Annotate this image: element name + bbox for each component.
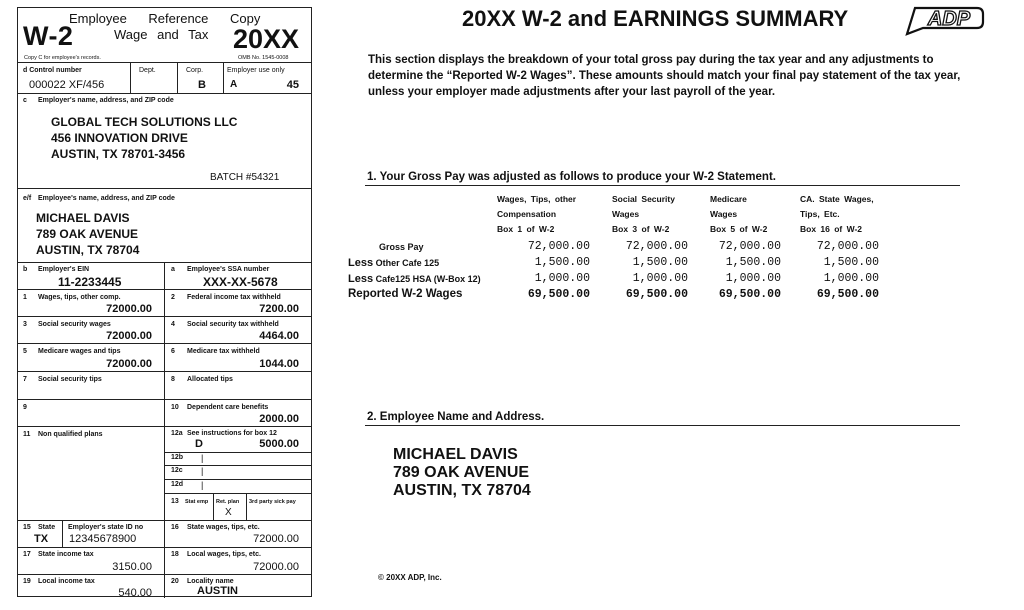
box-20 (164, 575, 311, 598)
box-1-number: 1 (23, 294, 27, 301)
col4-line2: Tips, Etc. (800, 209, 840, 219)
logo-text: ADP (927, 8, 971, 30)
reported-wages-box3: 69,500.00 (625, 288, 688, 301)
employer-use-value: 45 (286, 79, 299, 91)
copy-note: Copy C for employee's records. (24, 55, 101, 61)
section-2-employee-name: MICHAEL DAVIS (393, 446, 518, 463)
other-cafe-box3: 1,500.00 (632, 256, 688, 269)
box-17-number: 17 (23, 551, 31, 558)
box-1 (18, 290, 164, 316)
reported-wages-box1: 69,500.00 (527, 288, 590, 301)
row-gross-pay-label: Gross Pay (379, 242, 424, 252)
employer-box (18, 94, 311, 189)
box-7-number: 7 (23, 376, 27, 383)
box-13-divider-2 (246, 493, 247, 520)
box-12a-code: D (195, 438, 203, 450)
box-8 (164, 372, 311, 399)
ein-label-letter: b (23, 266, 28, 273)
col4-line3: Box 16 of W-2 (800, 224, 863, 234)
box-12c-number: 12c (171, 467, 183, 474)
box-row-19-20 (18, 575, 311, 598)
box-20-label: Locality name (187, 578, 234, 585)
box-17-value: 3150.00 (112, 561, 152, 573)
col3-line2: Wages (710, 209, 738, 219)
box-block-11-13 (18, 427, 311, 521)
box-5-number: 5 (23, 348, 27, 355)
box-5-label: Medicare wages and tips (38, 348, 121, 355)
employer-use-mark: A (230, 79, 238, 90)
box-12a-label: See instructions for box 12 (187, 430, 277, 437)
box-17-label: State income tax (38, 551, 94, 558)
col1-line2: Compensation (497, 209, 557, 219)
box-4-value: 4464.00 (259, 330, 299, 342)
employee-label: Employee's name, address, and ZIP code (38, 195, 175, 202)
employer-city: AUSTIN, TX 78701-3456 (51, 147, 186, 161)
employer-label-letter: c (23, 97, 27, 104)
other-cafe-box5: 1,500.00 (725, 256, 781, 269)
employer-label: Employer's name, address, and ZIP code (38, 97, 174, 104)
row-hsa-prefix: Less (348, 273, 374, 285)
row-other-cafe-label (348, 257, 439, 269)
box-1-label: Wages, tips, other comp. (38, 294, 121, 301)
row-other-cafe-prefix: Less (348, 257, 374, 269)
box-20-number: 20 (171, 578, 179, 585)
box-2 (164, 290, 311, 316)
box-3 (18, 317, 164, 343)
gross-pay-box3: 72,000.00 (625, 240, 688, 253)
control-number-value: 000022 XF/456 (29, 79, 105, 91)
box-10-value: 2000.00 (259, 413, 299, 425)
w2-header (18, 8, 311, 63)
box-15-id: 12345678900 (69, 533, 137, 545)
box-2-number: 2 (171, 294, 175, 301)
box-8-number: 8 (171, 376, 175, 383)
reported-wages-box5: 69,500.00 (718, 288, 781, 301)
hsa-box5: 1,000.00 (725, 272, 781, 285)
box-18-value: 72000.00 (253, 561, 299, 573)
box-4-number: 4 (171, 321, 175, 328)
control-number-box (18, 63, 130, 93)
box-row-7-8 (18, 372, 311, 400)
ssn-value: XXX-XX-5678 (203, 275, 278, 289)
box-3-value: 72000.00 (106, 330, 152, 342)
employer-address (51, 114, 237, 162)
box-6-number: 6 (171, 348, 175, 355)
section-2-employee-address (393, 446, 531, 500)
box-18-number: 18 (171, 551, 179, 558)
ein-value: 11-2233445 (58, 275, 122, 289)
box-13-stat-emp: Stat emp (185, 499, 209, 505)
summary-title: 20XX W-2 and EARNINGS SUMMARY (462, 6, 849, 31)
box-12d-number: 12d (171, 481, 184, 488)
reported-wages-box16: 69,500.00 (816, 288, 879, 301)
box-5-value: 72000.00 (106, 358, 152, 370)
box-2-label: Federal income tax withheld (187, 294, 281, 301)
section-2-rule (365, 425, 960, 426)
box-9-number: 9 (23, 404, 27, 411)
box-11-label: Non qualified plans (38, 431, 103, 438)
gross-pay-box1: 72,000.00 (527, 240, 590, 253)
col4-line1: CA. State Wages, (800, 194, 874, 204)
box-12a-number: 12a (171, 430, 183, 437)
dept-box (130, 63, 177, 93)
hsa-box3: 1,000.00 (632, 272, 688, 285)
box-11 (18, 427, 164, 520)
gross-pay-box5: 72,000.00 (718, 240, 781, 253)
copy-title: Employee Reference Copy (69, 11, 261, 26)
gross-pay-box16: 72,000.00 (816, 240, 879, 253)
column-header-box16 (800, 192, 874, 237)
col3-line1: Medicare (710, 194, 747, 204)
box-3-label: Social security wages (38, 321, 111, 328)
col2-line1: Social Security (612, 194, 675, 204)
corp-box (177, 63, 223, 93)
form-code: W-2 (23, 21, 74, 51)
dept-label: Dept. (139, 67, 156, 74)
box-18-label: Local wages, tips, etc. (187, 551, 261, 558)
box-19-label: Local income tax (38, 578, 95, 585)
box-18 (164, 548, 311, 574)
box-10-number: 10 (171, 404, 179, 411)
box-12-13 (164, 427, 311, 520)
box-12b-code: | (201, 453, 204, 463)
box-15-divider (62, 521, 63, 547)
box-3-number: 3 (23, 321, 27, 328)
employer-use-box (223, 63, 311, 93)
section-2-employee-street: 789 OAK AVENUE (393, 464, 530, 481)
box-15 (18, 521, 164, 547)
box-12a-value: 5000.00 (259, 438, 299, 450)
box-12b (165, 452, 311, 466)
col2-line3: Box 3 of W-2 (612, 224, 670, 234)
other-cafe-box16: 1,500.00 (823, 256, 879, 269)
ssn-label: Employee's SSA number (187, 266, 270, 273)
ssn-box (164, 263, 311, 289)
intro-paragraph: This section displays the breakdown of your total gross pay during the tax year and any adjustments to determine the “Reported W-2 Wages”. These amounts should match your final pay statement of the tax year, unless your employer made adjustments after your last payroll of the year. (368, 54, 961, 98)
copyright: © 20XX ADP, Inc. (378, 573, 442, 582)
box-12d-code: | (201, 480, 204, 490)
section-2-title: 2. Employee Name and Address. (367, 411, 545, 423)
box-16-number: 16 (171, 524, 179, 531)
box-4 (164, 317, 311, 343)
corp-label: Corp. (186, 67, 204, 74)
other-cafe-box1: 1,500.00 (534, 256, 590, 269)
box-16-label: State wages, tips, etc. (187, 524, 260, 531)
adp-logo-icon (905, 2, 985, 41)
corp-value: B (198, 79, 206, 91)
w2-form (17, 7, 312, 597)
batch-number: BATCH #54321 (210, 172, 280, 183)
column-header-box5 (710, 192, 767, 237)
control-number-label: d Control number (23, 67, 82, 74)
employer-street: 456 INNOVATION DRIVE (51, 131, 188, 145)
employee-street: 789 OAK AVENUE (36, 227, 139, 241)
row-hsa-text: Cafe125 HSA (W-Box 12) (375, 274, 481, 284)
col3-line3: Box 5 of W-2 (710, 224, 768, 234)
ein-ssn-row (18, 263, 311, 290)
box-11-number: 11 (23, 431, 31, 438)
section-2-employee-city: AUSTIN, TX 78704 (393, 482, 531, 499)
box-6-label: Medicare tax withheld (187, 348, 260, 355)
row-hsa-label (348, 273, 481, 285)
box-9 (18, 400, 164, 426)
box-12c (165, 465, 311, 480)
tax-year: 20XX (233, 24, 300, 54)
box-16 (164, 521, 311, 547)
box-7-label: Social security tips (38, 376, 102, 383)
box-1-value: 72000.00 (106, 303, 152, 315)
box-19-value: 540.00 (118, 587, 152, 599)
box-row-1-2 (18, 290, 311, 317)
box-12b-number: 12b (171, 454, 184, 461)
adp-logo-svg (905, 2, 985, 36)
box-row-17-18 (18, 548, 311, 575)
box-16-value: 72000.00 (253, 533, 299, 545)
employer-use-label: Employer use only (227, 67, 285, 74)
box-12d (165, 479, 311, 494)
box-19 (18, 575, 164, 598)
box-15-id-label: Employer's state ID no (68, 524, 144, 531)
omb-number: OMB No. 1545-0008 (238, 55, 289, 61)
section-1-rule (365, 185, 960, 186)
box-6-value: 1044.00 (259, 358, 299, 370)
box-19-number: 19 (23, 578, 31, 585)
employee-city: AUSTIN, TX 78704 (36, 243, 140, 257)
box-13-number: 13 (171, 498, 179, 505)
ein-label: Employer's EIN (38, 266, 90, 273)
copy-subtitle: Wage and Tax (114, 27, 209, 42)
hsa-box16: 1,000.00 (823, 272, 879, 285)
box-8-label: Allocated tips (187, 376, 233, 383)
box-row-15-16 (18, 521, 311, 548)
control-row (18, 63, 311, 94)
box-15-state-label: State (38, 524, 56, 531)
box-13-divider-1 (213, 493, 214, 520)
box-5 (18, 344, 164, 371)
box-4-label: Social security tax withheld (187, 321, 279, 328)
box-row-5-6 (18, 344, 311, 372)
box-row-9-10 (18, 400, 311, 427)
hsa-box1: 1,000.00 (534, 272, 590, 285)
employee-label-letter: e/f (23, 195, 32, 202)
box-10 (164, 400, 311, 426)
box-20-value: AUSTIN (197, 585, 238, 597)
row-other-cafe-text: Other Cafe 125 (375, 258, 440, 268)
ssn-label-letter: a (171, 266, 175, 273)
employer-name: GLOBAL TECH SOLUTIONS LLC (51, 115, 238, 129)
ein-box (18, 263, 164, 289)
box-12a (165, 427, 311, 453)
col2-line2: Wages (612, 209, 640, 219)
box-13-sick-pay: 3rd party sick pay (249, 499, 296, 505)
column-header-box1 (497, 192, 576, 237)
box-13-ret-plan: Ret. plan (216, 499, 240, 505)
employee-name: MICHAEL DAVIS (36, 211, 130, 225)
column-header-box3 (612, 192, 675, 237)
box-2-value: 7200.00 (259, 303, 299, 315)
box-7 (18, 372, 164, 399)
employee-box (18, 189, 311, 263)
employee-address (36, 210, 139, 258)
box-15-number: 15 (23, 524, 31, 531)
section-1-title: 1. Your Gross Pay was adjusted as follows to produce your W-2 Statement. (367, 171, 776, 183)
box-15-state: TX (34, 533, 49, 545)
row-reported-wages-label: Reported W-2 Wages (348, 288, 463, 300)
box-10-label: Dependent care benefits (187, 404, 269, 411)
col1-line3: Box 1 of W-2 (497, 224, 555, 234)
box-12c-code: | (201, 466, 204, 476)
box-13 (165, 493, 311, 520)
col1-line1: Wages, Tips, other (497, 194, 577, 204)
box-17 (18, 548, 164, 574)
box-6 (164, 344, 311, 371)
box-row-3-4 (18, 317, 311, 344)
box-13-ret-mark: X (225, 507, 232, 518)
